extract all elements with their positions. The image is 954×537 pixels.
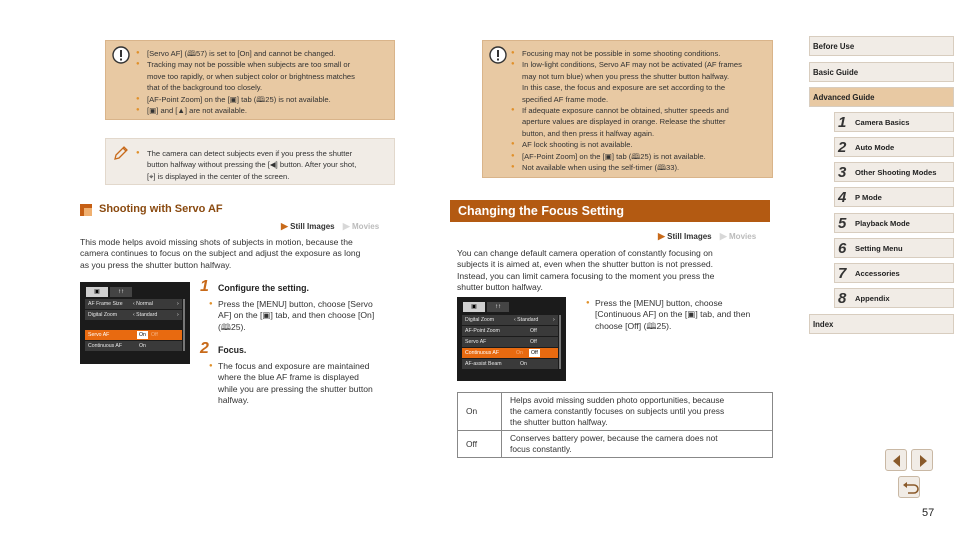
caution-item-cont: aperture values are displayed in orange. Release the shutter <box>522 117 726 127</box>
camera-menu-row-selected: Servo AF On Off <box>85 330 182 340</box>
table-row <box>458 393 773 431</box>
caution-item: ● Not available when using the self-timer (🕮33). <box>511 162 769 173</box>
sidebar-item-basic-guide[interactable]: Basic Guide <box>809 62 954 82</box>
caution-item: ● In low-light conditions, Servo AF may not be activated (AF frames <box>511 59 769 70</box>
camera-tab-shooting: ▣ <box>463 302 485 312</box>
body-line: shutter button halfway. <box>457 282 543 293</box>
body-line: You can change default camera operation of constantly focusing on <box>457 248 713 258</box>
caution-item-cont: that of the background too closely. <box>147 83 263 93</box>
arrow-left-icon <box>886 450 908 472</box>
caution-item: ● [AF-Point Zoom] on the [▣] tab (🕮25) is not available. <box>136 94 391 105</box>
body-line: subjects it is aimed at, even when the shutter button is not pressed. <box>457 259 714 270</box>
camera-menu-row: Digital Zoom ‹ Standard › <box>462 315 558 325</box>
note-item-cont: [⌖] is displayed in the center of the screen. <box>147 171 290 181</box>
page-number: 57 <box>922 507 935 519</box>
arrow-icon: ▶ <box>719 231 727 241</box>
note-list <box>136 148 391 182</box>
step-body: ● The focus and exposure are maintained where the blue AF frame is displayed while you are pressing the shutter button halfway. <box>209 361 373 406</box>
mode-still-images: Still Images <box>290 222 335 231</box>
camera-tab-setup: ↑↑ <box>110 287 132 297</box>
pencil-icon <box>112 144 130 162</box>
sidebar-chapter-4[interactable]: 4 P Mode <box>834 187 954 207</box>
camera-menu-row: AF Frame Size ‹ Normal › <box>85 299 182 309</box>
sidebar-item-index[interactable]: Index <box>809 314 954 334</box>
caution-icon <box>489 46 507 64</box>
camera-tab-shooting: ▣ <box>86 287 108 297</box>
camera-screen-servo <box>80 282 190 364</box>
section-banner <box>450 200 770 222</box>
sidebar-chapter-8[interactable]: 8 Appendix <box>834 288 954 308</box>
body-line: as you press the shutter button halfway. <box>80 259 232 270</box>
caution-box-servo <box>105 40 395 120</box>
arrow-icon: ▶ <box>342 221 350 231</box>
mode-tag-servo <box>281 221 379 232</box>
step-body: ● Press the [MENU] button, choose [Servo AF] on the [▣] tab, and then choose [On] (🕮25). <box>209 299 375 332</box>
camera-tabs <box>463 302 561 312</box>
caution-item-cont: may not turn blue) when you press the shutter button halfway. <box>522 71 730 81</box>
sidebar-chapter-7[interactable]: 7 Accessories <box>834 263 954 283</box>
step-number: 1 <box>200 278 209 295</box>
camera-scrollbar <box>183 299 185 351</box>
caution-item: ● Tracking may not be possible when subjects are too small or <box>136 59 391 70</box>
caution-item: ● If adequate exposure cannot be obtained, shutter speeds and <box>511 105 769 116</box>
camera-scrollbar <box>559 315 561 369</box>
camera-menu-row: Servo AF Off <box>462 337 558 347</box>
caution-item-cont: button, and then press it halfway again. <box>522 128 655 138</box>
focus-step-body: ● Press the [MENU] button, choose [Continuous AF] on the [▣] tab, and then choose [Off] (🕮25). <box>586 298 751 331</box>
table-desc: Conserves battery power, because the camera does not focus constantly. <box>502 431 773 458</box>
caution-item: ● [AF-Point Zoom] on the [▣] tab (🕮25) is not available. <box>511 151 769 162</box>
step-title: Focus. <box>218 345 247 355</box>
return-icon <box>899 477 921 499</box>
sidebar-chapter-5[interactable]: 5 Playback Mode <box>834 213 954 233</box>
caution-item-cont: move too rapidly, or when subject color or brightness matches <box>147 71 355 81</box>
camera-menu-row: Continuous AF On <box>85 341 182 351</box>
sidebar-chapter-2[interactable]: 2 Auto Mode <box>834 137 954 157</box>
note-box-detect <box>105 138 395 185</box>
table-key: Off <box>458 431 502 458</box>
section-title-servo: Shooting with Servo AF <box>99 203 223 215</box>
caution-list <box>136 48 391 116</box>
caution-item: ● [▣] and [▲] are not available. <box>136 105 391 116</box>
sidebar-chapter-6[interactable]: 6 Setting Menu <box>834 238 954 258</box>
mode-movies: Movies <box>729 232 757 241</box>
body-line: camera continues to focus on the subject and adjust the exposure as long <box>80 248 361 259</box>
body-line: This mode helps avoid missing shots of subjects in motion, because the <box>80 237 353 247</box>
camera-menu-row: Digital Zoom ‹ Standard › <box>85 310 182 320</box>
note-item-cont: button halfway without pressing the [◀] button. After your shot, <box>147 160 357 170</box>
caution-item: ● [Servo AF] (🕮57) is set to [On] and cannot be changed. <box>136 48 391 59</box>
step-number: 2 <box>200 340 209 357</box>
body-line: Instead, you can limit camera focusing to the moment you press the <box>457 270 715 281</box>
caution-item: ● Focusing may not be possible in some shooting conditions. <box>511 48 769 59</box>
camera-tabs <box>86 287 184 297</box>
caution-icon <box>112 46 130 64</box>
sidebar-chapter-3[interactable]: 3 Other Shooting Modes <box>834 162 954 182</box>
step-title: Configure the setting. <box>218 283 309 293</box>
camera-menu-row: AF-Point Zoom Off <box>462 326 558 336</box>
mode-movies: Movies <box>352 222 380 231</box>
camera-screen-focus <box>457 297 566 381</box>
caution-item: ● AF lock shooting is not available. <box>511 139 769 150</box>
next-page-button[interactable] <box>911 449 933 471</box>
servo-body <box>80 237 400 271</box>
section-square-icon <box>80 204 92 216</box>
arrow-icon: ▶ <box>281 221 288 231</box>
back-button[interactable] <box>898 476 920 498</box>
table-desc: Helps avoid missing sudden photo opportunities, because the camera constantly focuses on subjects until you press the shutter button halfway. <box>502 393 773 431</box>
mode-tag-focus <box>658 231 756 242</box>
caution-list <box>511 48 769 173</box>
camera-tab-setup: ↑↑ <box>487 302 509 312</box>
sidebar-chapter-1[interactable]: 1 Camera Basics <box>834 112 954 132</box>
focus-options-table <box>457 392 773 458</box>
focus-body <box>457 248 777 294</box>
section-title-focus: Changing the Focus Setting <box>458 204 624 218</box>
caution-item-cont: specified AF frame mode. <box>522 94 609 104</box>
sidebar-item-advanced-guide[interactable]: Advanced Guide <box>809 87 954 107</box>
camera-menu-row: AF-assist Beam On <box>462 359 558 369</box>
caution-box-focus <box>482 40 773 178</box>
note-item: ● The camera can detect subjects even if you press the shutter <box>136 148 391 159</box>
camera-menu-row-selected: Continuous AF On Off <box>462 348 558 358</box>
arrow-icon: ▶ <box>658 231 665 241</box>
table-row <box>458 431 773 458</box>
caution-item-cont: In this case, the focus and exposure are set according to the <box>522 83 726 93</box>
mode-still-images: Still Images <box>667 232 712 241</box>
arrow-right-icon <box>912 450 934 472</box>
prev-page-button[interactable] <box>885 449 907 471</box>
table-key: On <box>458 393 502 431</box>
sidebar-item-before-use[interactable]: Before Use <box>809 36 954 56</box>
